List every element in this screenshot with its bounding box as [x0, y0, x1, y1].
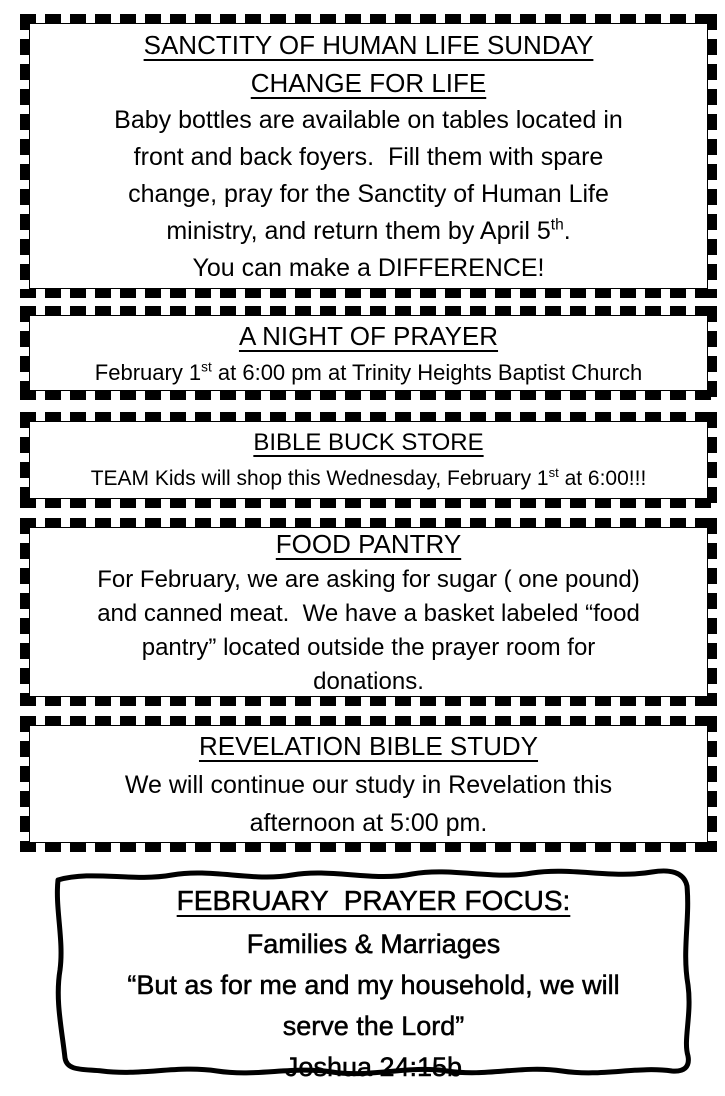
body-line: We will continue our study in Revelation this	[124, 771, 613, 799]
box-title	[144, 26, 594, 64]
body-line: pantry” located outside the prayer room for	[141, 634, 596, 661]
ordinal-superscript: st	[201, 359, 212, 375]
text-segment: ministry, and return them by April 5	[166, 216, 551, 245]
box-content	[42, 860, 705, 1096]
text-segment: TEAM Kids will shop this Wednesday, February 1	[90, 467, 549, 490]
body-line: donations.	[313, 668, 424, 695]
announcement-box-sanctity-of-human-life	[20, 14, 717, 298]
title-text: BIBLE BUCK STORE	[253, 429, 484, 456]
text-segment: .	[563, 216, 571, 245]
title-text: SANCTITY OF HUMAN LIFE SUNDAY	[143, 29, 594, 60]
box-title	[177, 878, 571, 924]
title-text: REVELATION BIBLE STUDY	[198, 731, 539, 761]
box-content	[20, 306, 717, 400]
box-subtitle	[251, 64, 486, 102]
announcement-box-bible-buck-store	[20, 412, 717, 508]
subtitle-text: CHANGE FOR LIFE	[250, 67, 487, 98]
body-line	[91, 462, 647, 496]
ordinal-superscript: st	[548, 465, 559, 480]
body-line	[166, 213, 570, 250]
body-line: “But as for me and my household, we will	[127, 970, 620, 1000]
ordinal-superscript: th	[550, 216, 564, 234]
box-title	[253, 424, 483, 462]
text-segment: at 6:00 pm at Trinity Heights Baptist Church	[211, 360, 643, 385]
body-line: For February, we are asking for sugar ( one pound)	[97, 566, 640, 593]
box-title	[276, 525, 461, 563]
box-content	[20, 518, 717, 706]
body-line: Joshua 24:15b	[284, 1052, 463, 1082]
body-line	[95, 356, 642, 390]
body-line: change, pray for the Sanctity of Human Life	[128, 179, 609, 208]
body-line: and canned meat. We have a basket labeled “food	[97, 600, 640, 627]
box-content	[20, 412, 717, 508]
box-content	[20, 716, 717, 852]
body-line: Baby bottles are available on tables located in	[114, 105, 623, 134]
box-content	[20, 14, 717, 298]
box-title	[199, 726, 538, 766]
announcement-box-february-prayer-focus	[42, 860, 705, 1086]
text-segment: at 6:00!!!	[558, 467, 647, 490]
announcement-box-food-pantry	[20, 518, 717, 706]
body-line: afternoon at 5:00 pm.	[249, 809, 488, 837]
title-text: FEBRUARY PRAYER FOCUS:	[176, 885, 571, 916]
announcement-box-revelation-bible-study	[20, 716, 717, 852]
title-text: A NIGHT OF PRAYER	[238, 321, 499, 351]
body-line: serve the Lord”	[282, 1011, 465, 1041]
body-line: Families & Marriages	[246, 929, 501, 959]
text-segment: February 1	[94, 360, 202, 385]
body-line: front and back foyers. Fill them with spare	[133, 142, 604, 171]
title-text: FOOD PANTRY	[275, 529, 462, 559]
announcement-box-night-of-prayer	[20, 306, 717, 400]
body-line: You can make a DIFFERENCE!	[192, 253, 545, 282]
box-title	[239, 316, 498, 356]
